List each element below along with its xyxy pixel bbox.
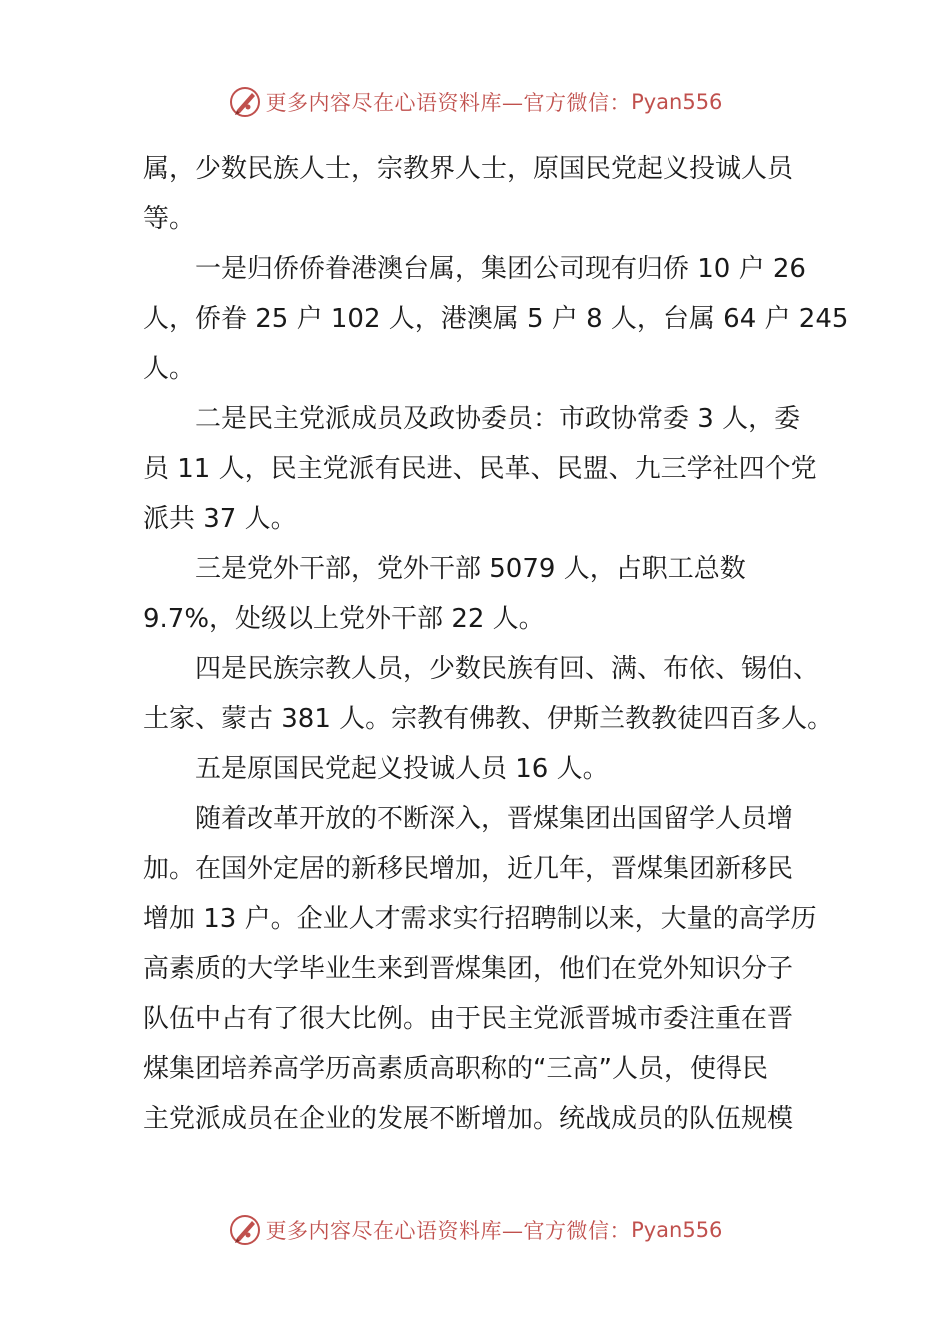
paragraph-start-line: 四是民族宗教人员，少数民族有回、满、布依、锡伯、 bbox=[195, 654, 820, 684]
body-line: 土家、蒙古 381 人。宗教有佛教、伊斯兰教教徒四百多人。 bbox=[143, 704, 834, 734]
body-line: 人。 bbox=[143, 354, 196, 384]
header-wechat-id: Pyan556 bbox=[631, 90, 723, 114]
body-line: 煤集团培养高学历高素质高职称的“三高”人员，使得民 bbox=[143, 1054, 768, 1084]
body-line: 高素质的大学毕业生来到晋煤集团，他们在党外知识分子 bbox=[143, 954, 794, 984]
body-line: 9.7%，处级以上党外干部 22 人。 bbox=[143, 604, 545, 634]
footer-wechat-id: Pyan556 bbox=[631, 1218, 723, 1242]
pen-logo-icon bbox=[228, 85, 262, 119]
paragraph-start-line: 五是原国民党起义投诚人员 16 人。 bbox=[195, 754, 609, 784]
document-body bbox=[143, 144, 849, 1144]
footer-banner-text: 更多内容尽在心语资料库—官方微信： bbox=[265, 1219, 632, 1243]
body-line: 队伍中占有了很大比例。由于民主党派晋城市委注重在晋 bbox=[143, 1004, 794, 1034]
paragraph-start-line: 三是党外干部，党外干部 5079 人，占职工总数 bbox=[195, 554, 746, 584]
body-line: 增加 13 户。企业人才需求实行招聘制以来，大量的高学历 bbox=[143, 904, 817, 934]
paragraph-start-line: 一是归侨侨眷港澳台属，集团公司现有归侨 10 户 26 bbox=[195, 254, 806, 284]
body-line: 主党派成员在企业的发展不断增加。统战成员的队伍规模 bbox=[143, 1104, 794, 1134]
header-watermark-banner bbox=[0, 80, 950, 124]
pen-logo-icon bbox=[228, 1213, 262, 1247]
body-line: 人，侨眷 25 户 102 人，港澳属 5 户 8 人，台属 64 户 245 bbox=[143, 304, 849, 334]
paragraph-start-line: 随着改革开放的不断深入，晋煤集团出国留学人员增 bbox=[195, 804, 794, 834]
paragraph-start-line: 二是民主党派成员及政协委员：市政协常委 3 人，委 bbox=[195, 404, 801, 434]
body-line: 员 11 人，民主党派有民进、民革、民盟、九三学社四个党 bbox=[143, 454, 817, 484]
header-banner-text: 更多内容尽在心语资料库—官方微信： bbox=[265, 91, 632, 115]
body-line: 属，少数民族人士，宗教界人士，原国民党起义投诚人员 bbox=[143, 154, 794, 184]
body-line: 加。在国外定居的新移民增加，近几年，晋煤集团新移民 bbox=[143, 854, 794, 884]
body-line: 派共 37 人。 bbox=[143, 504, 297, 534]
body-line: 等。 bbox=[143, 204, 196, 234]
footer-watermark-banner bbox=[0, 1208, 950, 1252]
